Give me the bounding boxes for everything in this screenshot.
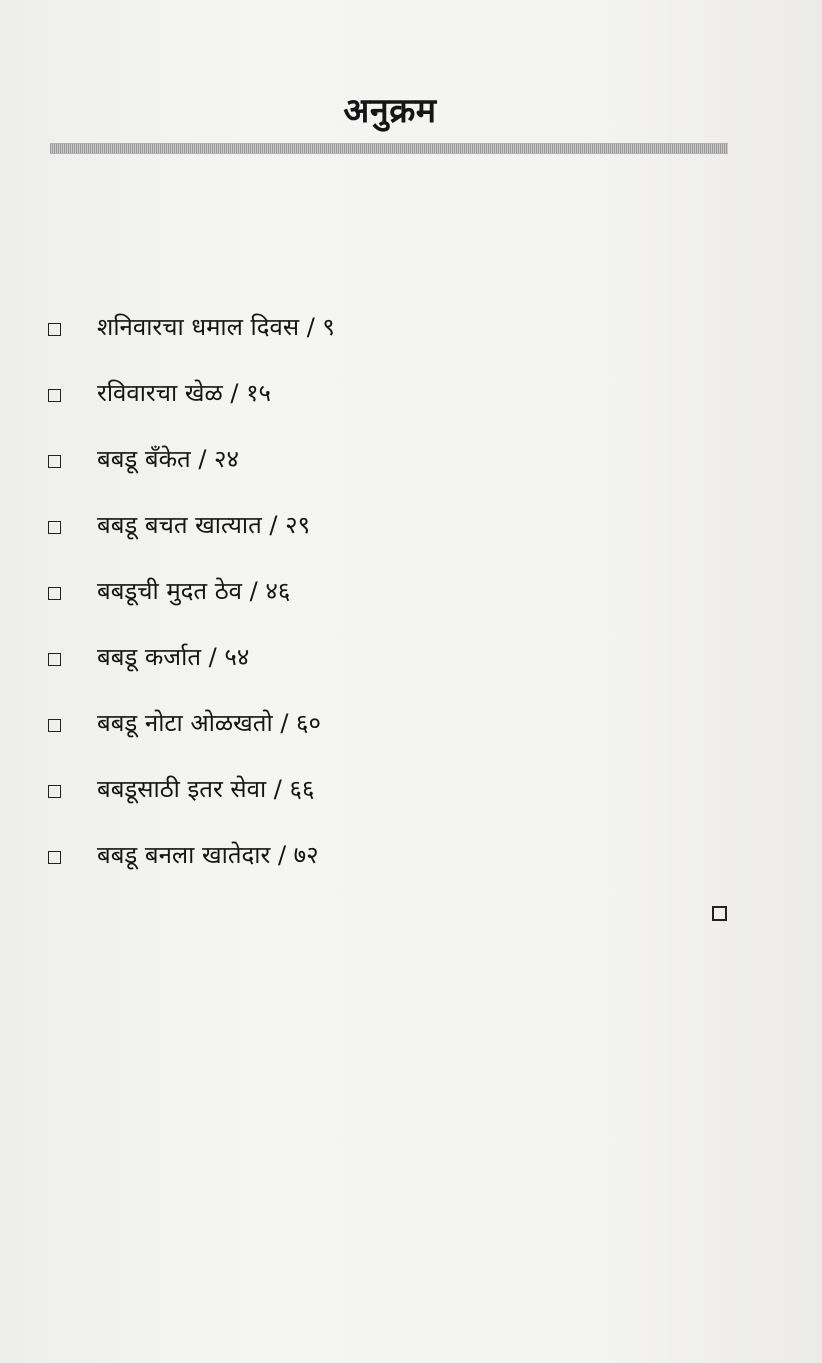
- toc-separator: /: [190, 444, 215, 473]
- toc-entry: [97, 838, 319, 871]
- toc-separator: /: [272, 708, 297, 737]
- toc-separator: /: [201, 642, 225, 671]
- toc-title: बबडू नोटा ओळखतो: [97, 708, 273, 737]
- toc-title: बबडू बचत खात्यात: [97, 510, 262, 539]
- checkbox-bullet-icon: [48, 719, 61, 732]
- toc-item: [48, 689, 748, 755]
- checkbox-bullet-icon: [48, 323, 61, 336]
- toc-separator: /: [299, 312, 323, 341]
- toc-page-number: ४६: [265, 576, 291, 605]
- toc-entry: [97, 442, 239, 475]
- toc-page-number: ७२: [293, 840, 319, 869]
- checkbox-bullet-icon: [48, 587, 61, 600]
- toc-separator: /: [222, 378, 247, 407]
- toc-page-number: १५: [246, 378, 272, 407]
- toc-title: बबडू कर्जात: [97, 642, 202, 671]
- checkbox-bullet-icon: [48, 521, 61, 534]
- toc-entry: [97, 508, 310, 541]
- toc-entry: [97, 640, 249, 673]
- toc-separator: /: [242, 576, 266, 605]
- toc-entry: [97, 772, 314, 805]
- toc-page-number: २४: [214, 444, 240, 473]
- title-rule: [50, 143, 728, 154]
- toc-entry: [97, 310, 335, 343]
- toc-title: बबडूसाठी इतर सेवा: [97, 774, 267, 803]
- toc-title: शनिवारचा धमाल दिवस: [97, 312, 300, 341]
- toc-title: बबडूची मुदत ठेव: [97, 576, 243, 605]
- checkbox-bullet-icon: [48, 389, 61, 402]
- toc-page-number: ५४: [224, 642, 250, 671]
- toc-page-number: २९: [285, 510, 311, 539]
- toc-title: रविवारचा खेळ: [97, 378, 223, 407]
- toc-page-number: ६०: [296, 708, 321, 737]
- toc-item: [48, 755, 748, 821]
- toc-item: [48, 293, 748, 359]
- toc-item: [48, 557, 748, 623]
- toc-item: [48, 821, 748, 887]
- toc-title: बबडू बनला खातेदार: [97, 840, 271, 869]
- toc-item: [48, 425, 748, 491]
- checkbox-bullet-icon: [48, 851, 61, 864]
- toc-item: [48, 491, 748, 557]
- toc-entry: [97, 574, 290, 607]
- toc-entry: [97, 376, 271, 409]
- checkbox-bullet-icon: [48, 653, 61, 666]
- end-square-icon: [712, 906, 727, 921]
- toc-title: बबडू बँकेत: [97, 444, 191, 473]
- toc-page-number: ९: [322, 312, 335, 341]
- toc-item: [48, 359, 748, 425]
- toc-separator: /: [266, 774, 290, 803]
- toc-entry: [97, 706, 321, 739]
- checkbox-bullet-icon: [48, 785, 61, 798]
- toc-page-number: ६६: [289, 774, 315, 803]
- page-title: अनुक्रम: [343, 91, 437, 131]
- checkbox-bullet-icon: [48, 455, 61, 468]
- toc-separator: /: [270, 840, 294, 869]
- toc-item: [48, 623, 748, 689]
- table-of-contents: [48, 293, 748, 887]
- toc-separator: /: [261, 510, 286, 539]
